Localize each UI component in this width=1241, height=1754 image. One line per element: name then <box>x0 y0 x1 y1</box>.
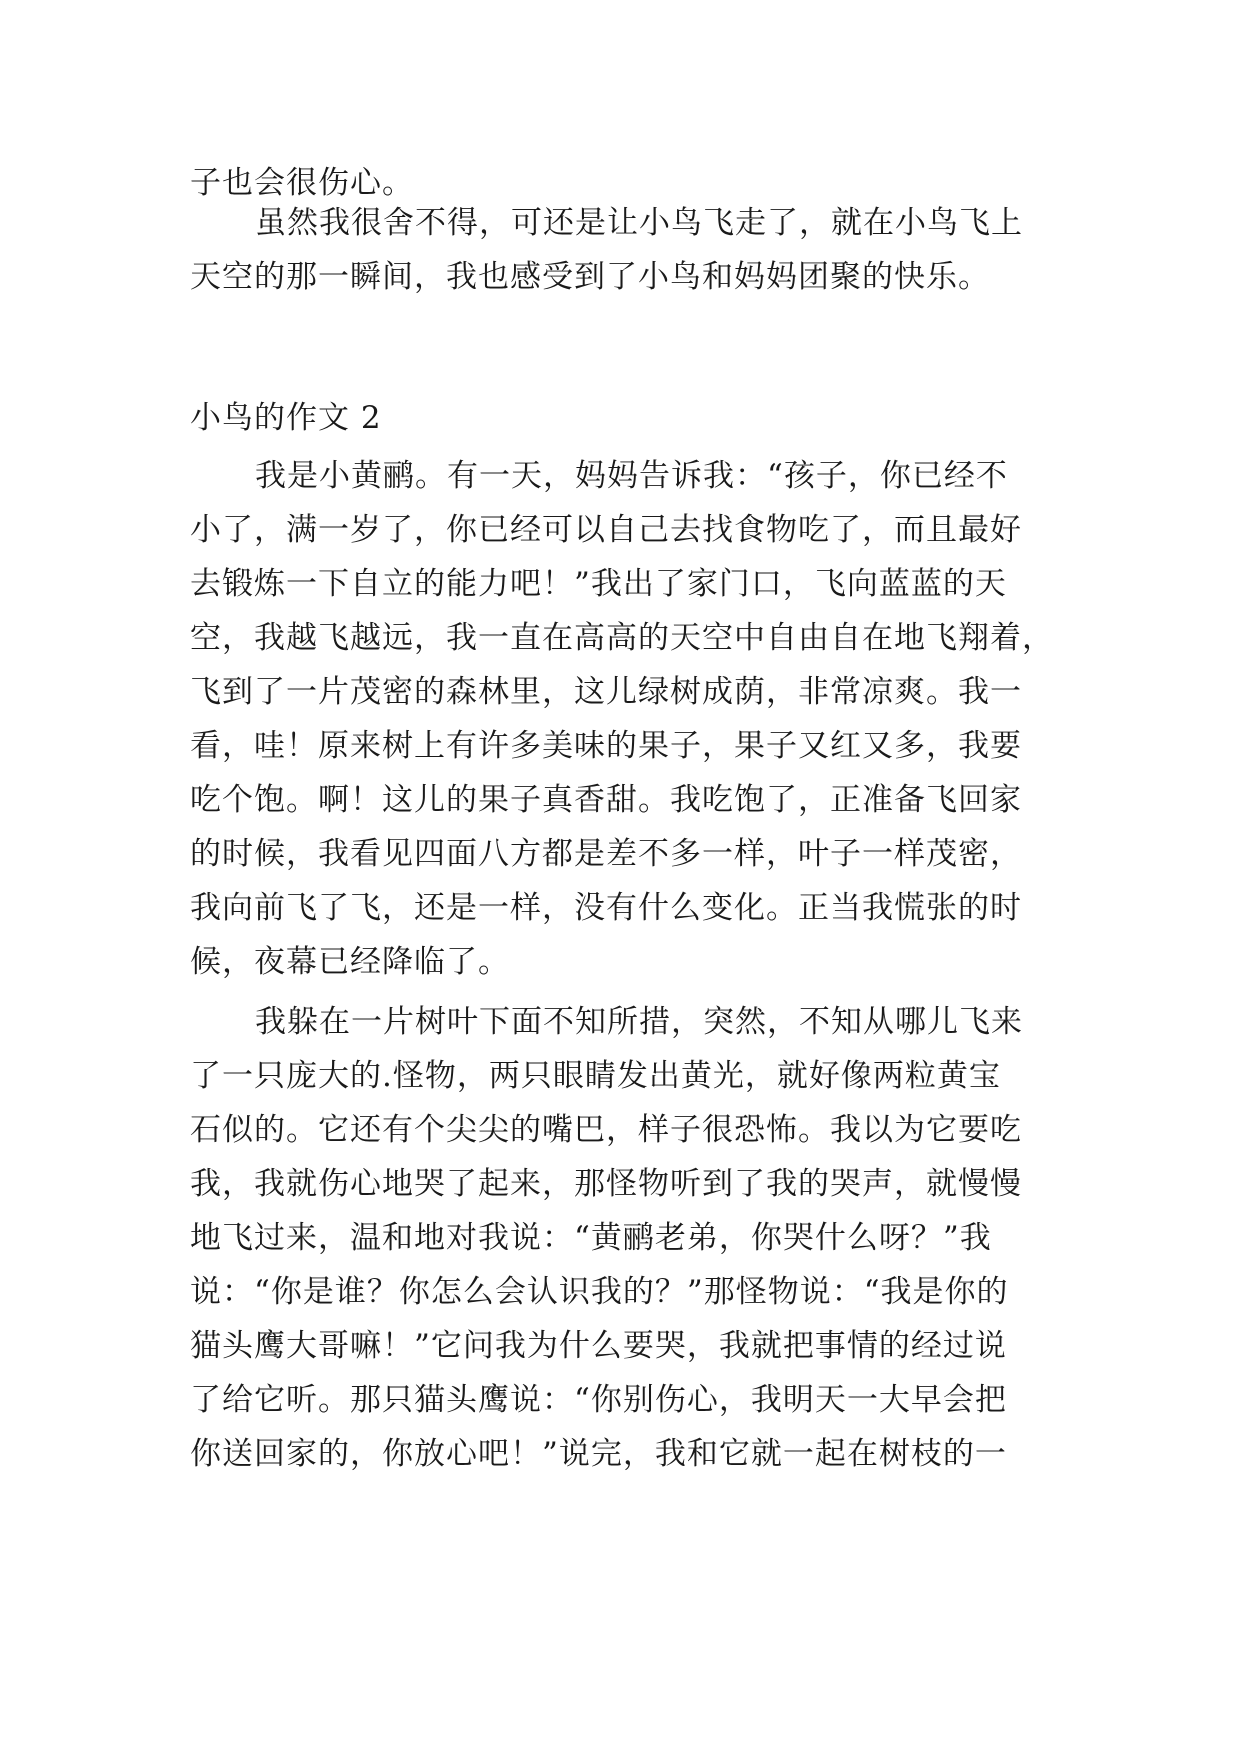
text-line: 猫头鹰大哥嘛！”它问我为什么要哭，我就把事情的经过说 <box>190 1328 1007 1364</box>
text-line: 的时候，我看见四面八方都是差不多一样，叶子一样茂密， <box>190 836 1022 872</box>
text-line: 小了，满一岁了，你已经可以自己去找食物吃了，而且最好 <box>190 512 1022 548</box>
text-line: 吃个饱。啊！这儿的果子真香甜。我吃饱了，正准备飞回家 <box>190 782 1022 818</box>
text-line: 地飞过来，温和地对我说：“黄鹂老弟，你哭什么呀？”我 <box>190 1220 992 1256</box>
text-line: 我向前飞了飞，还是一样，没有什么变化。正当我慌张的时 <box>190 890 1022 926</box>
text-line: 去锻炼一下自立的能力吧！”我出了家门口，飞向蓝蓝的天 <box>190 566 1007 602</box>
text-line: 你送回家的，你放心吧！”说完，我和它就一起在树枝的一 <box>190 1436 1007 1472</box>
text-line: 我，我就伤心地哭了起来，那怪物听到了我的哭声，就慢慢 <box>190 1166 1022 1202</box>
text-line: 我是小黄鹂。有一天，妈妈告诉我：“孩子，你已经不 <box>255 458 1008 494</box>
section-heading: 小鸟的作文 2 <box>190 400 382 436</box>
text-line: 虽然我很舍不得，可还是让小鸟飞走了，就在小鸟飞上 <box>255 205 1023 241</box>
text-line: 空，我越飞越远，我一直在高高的天空中自由自在地飞翔着， <box>190 620 1054 656</box>
text-line: 看，哇！原来树上有许多美味的果子，果子又红又多，我要 <box>190 728 1022 764</box>
text-line: 说：“你是谁？你怎么会认识我的？”那怪物说：“我是你的 <box>190 1274 1009 1310</box>
text-line: 了一只庞大的.怪物，两只眼睛发出黄光，就好像两粒黄宝 <box>190 1058 1001 1094</box>
text-line: 飞到了一片茂密的森林里，这儿绿树成荫，非常凉爽。我一 <box>190 674 1022 710</box>
text-line: 天空的那一瞬间，我也感受到了小鸟和妈妈团聚的快乐。 <box>190 259 990 295</box>
text-line: 候，夜幕已经降临了。 <box>190 944 510 980</box>
text-line: 石似的。它还有个尖尖的嘴巴，样子很恐怖。我以为它要吃 <box>190 1112 1022 1148</box>
text-line: 了给它听。那只猫头鹰说：“你别伤心，我明天一大早会把 <box>190 1382 1007 1418</box>
text-line: 子也会很伤心。 <box>190 165 414 201</box>
text-line: 我躲在一片树叶下面不知所措，突然，不知从哪儿飞来 <box>255 1004 1023 1040</box>
